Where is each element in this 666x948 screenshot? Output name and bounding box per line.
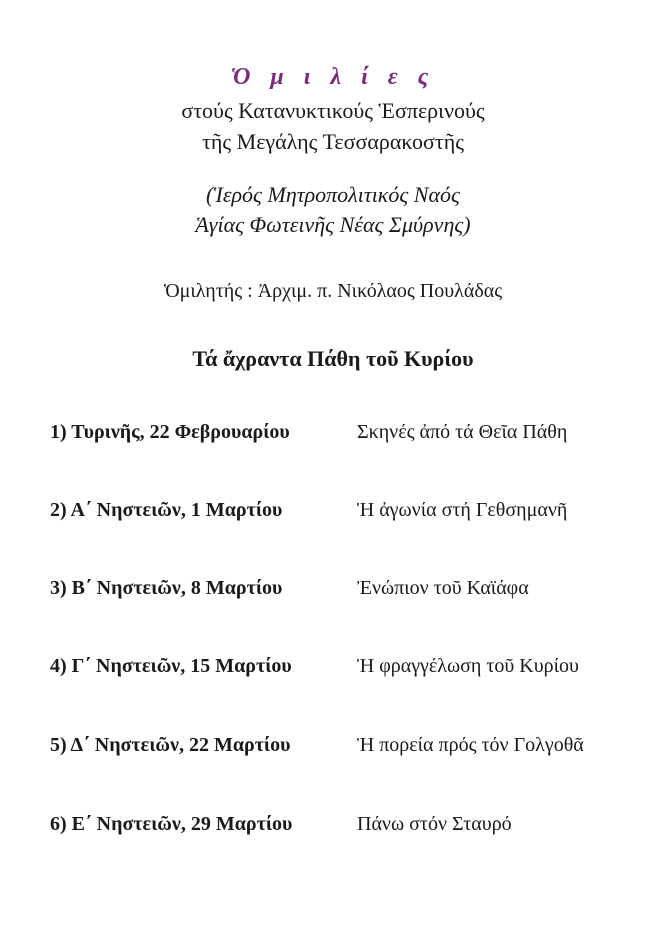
subtitle-line-2: τῆς Μεγάλης Τεσσαρακοστῆς xyxy=(202,129,464,154)
sermon-item xyxy=(0,655,666,685)
sermon-item xyxy=(0,421,666,451)
sermon-item xyxy=(0,577,666,607)
sermon-date: 3) Β΄ Νηστειῶν, 8 Μαρτίου xyxy=(50,577,283,599)
sermon-item xyxy=(0,734,666,764)
sermon-topic: Ἡ ἀγωνία στή Γεθσημανῆ xyxy=(357,499,568,521)
location-line-1: (Ἱερός Μητροπολιτικός Ναός xyxy=(206,182,460,207)
sermon-date: 1) Τυρινῆς, 22 Φεβρουαρίου xyxy=(50,421,290,443)
sermon-item xyxy=(0,813,666,843)
sermon-date: 4) Γ΄ Νηστειῶν, 15 Μαρτίου xyxy=(50,655,292,677)
location-line-2: Ἁγίας Φωτεινῆς Νέας Σμύρνης) xyxy=(195,212,471,237)
sermon-topic: Σκηνές ἀπό τά Θεῖα Πάθη xyxy=(357,421,568,443)
subtitle-line-1: στούς Κατανυκτικούς Ἑσπερινούς xyxy=(181,98,485,123)
speaker-line: Ὁμιλητής : Ἀρχιμ. π. Νικόλαος Πουλάδας xyxy=(163,280,503,302)
sermon-date: 2) Α΄ Νηστειῶν, 1 Μαρτίου xyxy=(50,499,283,521)
sermon-topic: Πάνω στόν Σταυρό xyxy=(357,813,512,835)
sermon-topic: Ἡ φραγγέλωση τοῦ Κυρίου xyxy=(357,655,579,677)
sermon-date: 6) Ε΄ Νηστειῶν, 29 Μαρτίου xyxy=(50,813,293,835)
sermon-topic: Ἐνώπιον τοῦ Καϊάφα xyxy=(357,577,529,599)
sermon-item xyxy=(0,499,666,529)
sermon-topic: Ἡ πορεία πρός τόν Γολγοθᾶ xyxy=(357,734,584,756)
section-title: Τά ἄχραντα Πάθη τοῦ Κυρίου xyxy=(192,346,474,371)
page-title: Ὁ μ ι λ ί ε ς xyxy=(230,64,436,90)
sermon-date: 5) Δ΄ Νηστειῶν, 22 Μαρτίου xyxy=(50,734,291,756)
